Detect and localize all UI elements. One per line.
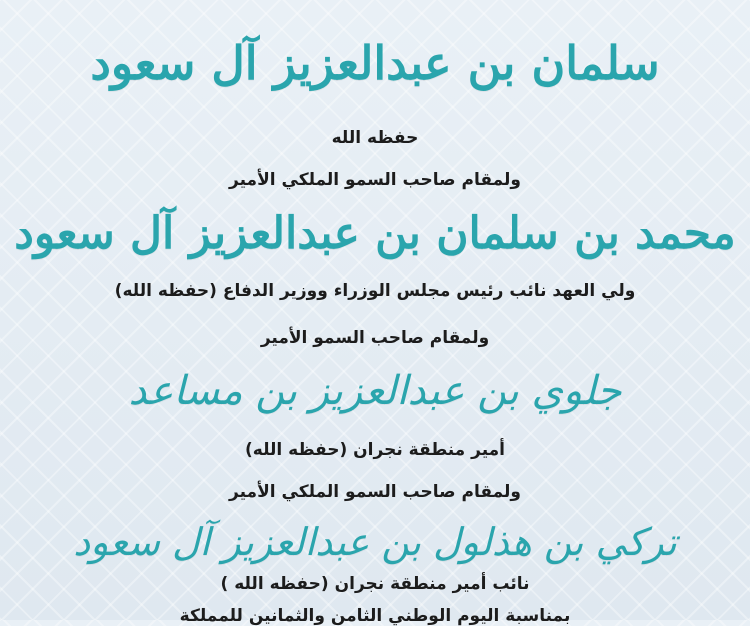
emir-name-calligraphy: جلوي بن عبدالعزيز بن مساعد [128,368,622,414]
crown-prince-title: ولي العهد نائب رئيس مجلس الوزراء ووزير الدفاع (حفظه الله) [114,281,636,301]
king-name-calligraphy: سلمان بن عبدالعزيز آل سعود [90,36,660,90]
crown-prince-name-calligraphy: محمد بن سلمان بن عبدالعزيز آل سعود [14,208,736,259]
emir-title: أمير منطقة نجران (حفظه الله) [244,440,505,460]
address-line: ولمقام صاحب السمو الملكي الأمير [229,170,521,190]
occasion-line: بمناسبة اليوم الوطني الثامن والثمانين للمملكة [179,606,571,626]
deputy-emir-name-calligraphy: تركي بن هذلول بن عبدالعزيز آل سعود [73,520,677,564]
honorific-line: حفظه الله [331,128,419,148]
address-line-3: ولمقام صاحب السمو الملكي الأمير [229,482,521,502]
deputy-emir-title: نائب أمير منطقة نجران (حفظه الله ) [220,574,530,594]
address-line-2: ولمقام صاحب السمو الأمير [260,328,490,348]
